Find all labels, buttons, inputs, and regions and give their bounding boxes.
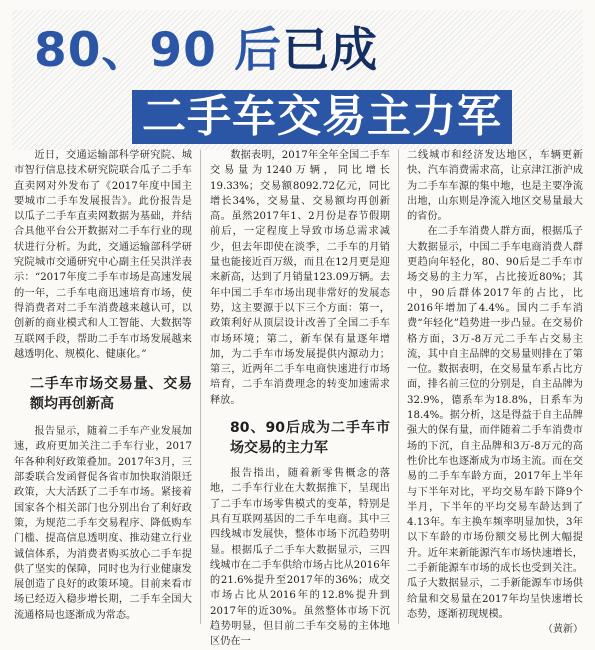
paragraph: 在二手车消费人群方面，根据瓜子大数据显示，中国二手车电商消费人群更趋向年轻化，80、90后是二手车市场交易的主力军，占比接近80%；其中，90后群体2017年的占比，比2016年增加了4.4%。国内二手车消费“年轻化”趋势进一步凸显。在交易价格方面，3万-8万元二手车占交易主流，其中自主品牌的交易量则排在了第一位。数据表明，在交易量车系占比方面，排名前三位的分别是，自主品牌为32.9%，德系车为18.8%，日系车为18.4%。据分析，这是得益于自主品牌强大的保有量，而伴随着二手车消费市场的下沉，自主品牌和3万-8万元的高性价比车也逐渐成为市场主流。而在交易的二手车车龄方面，2017年上半年与下半年对比，平均交易车龄下降9个半月，下半年的平均交易车龄达到了4.13年。车主换车频率明显加快，3年以下车龄的市场份额交易比例大幅提升。近年来新能源汽车市场快速增长，二手新能源车市场的成长也受到关注。瓜子大数据显示，二手新能源车市场供给量和交易量在2017年均呈快速增长态势，逐渐初现规模。 <box>407 226 583 620</box>
paragraph: 近日，交通运输部科学研究院、城市智行信息技术研究院联合瓜子二手车直卖网对外发布了《2017年度中国主要城市二手车发展报告》。此份报告是以瓜子二手车直卖网数据为基础，并结合具他平台公开数据对二手车行业的现状进行分析。为此，交通运输部科学研究院城市交通研究中心副主任吴洪洋表示：“2017年度二手车市场是高速发展的一年，二手车电商迅速培育市场，使得消费者对二手车消费越来越认可，以创新的商业模式和人工智能、大数据等互联网手段，帮助二手车市场发展越来越透明化、规模化、健康化。” <box>14 150 192 360</box>
subheading: 80、90后成为二手车市场交易的主力军 <box>230 420 390 457</box>
paragraph: 数据表明，2017年全年全国二手车交易量为1240万辆，同比增长19.33%；交易额8092.72亿元，同比增长34%，交易量、交易额均再创新高。虽然2017年1、2月份是春节假期前后，一定程度上导致市场总需求减少，但去年即使在淡季，二手车的月销量也能接近百万级，而且在12月更是迎来新高，达到了月销量123.09万辆。去年中国二手车市场出现非常好的发展态势，这主要源于以下三个方面：第一，政策利好从顶层设计改善了全国二手车市场环境；第二，新车保有量逐年增加，为二手车市场发展提供内源动力；第三，近两年二手车电商快速进行市场培育，二手车消费理念的转变加速需求释放。 <box>210 150 390 406</box>
column-divider-1 <box>200 150 201 624</box>
paragraph: 报告指出，随着新零售概念的落地，二手车行业在大数据推下，呈现出了二手车市场零售模式的变革，特别是具有互联网基因的二手车电商。其中三四线城市发展快，整体市场下沉趋势明显。根据瓜子二手车大数据显示，三四线城市在二手车供给市场占比从2016年的21.6%提升至2017年的36%；成交市场占比从2016年的12.8%提升到2017年的近30%。虽然整体市场下沉趋势明显，但目前二手车交易的主体地区仍在一 <box>210 468 390 648</box>
subheading: 二手车市场交易量、交易额均再创新高 <box>30 376 192 413</box>
paragraph: 报告显示，随着二手车产业发展加速，政府更加关注二手车行业，2017年各种利好政策叠加。2017年3月，三部委联合发函督促各省市加快取消限迁政策，大大活跃了二手车市场。紧接着国家各个相关部门也分别出台了利好政策，为规范二手车交易程序、降低购车门槛、提高信息透明度、推动建立行业诚信体系，为消费者购买放心二手车提供了坚实的保障，同时也为行业健康发展创造了良好的政策环境。目前来看市场已经迈入稳步增长期，二手车全国大流通格局也逐渐成为常态。 <box>14 426 192 621</box>
headline-dark-part: 已成 <box>282 23 379 78</box>
headline-banner <box>12 10 583 150</box>
author-signature: （黄新） <box>543 624 583 636</box>
article-column-3 <box>407 148 583 638</box>
article-column-2 <box>210 148 390 650</box>
paragraph: 二线城市和经济发达地区，车辆更新快、汽车消费需求高，让京津江浙沪成为二手车车源的集中地，也是主要净流出地，山东则是净流入地区交易量最大的省份。 <box>407 150 583 223</box>
column-divider-2 <box>398 150 399 624</box>
headline-blue-part: 80、90 后 <box>34 23 283 78</box>
headline-line-1 <box>34 22 378 80</box>
article-column-1 <box>14 148 192 623</box>
headline-line-2: 二手车交易主力军 <box>132 90 512 144</box>
